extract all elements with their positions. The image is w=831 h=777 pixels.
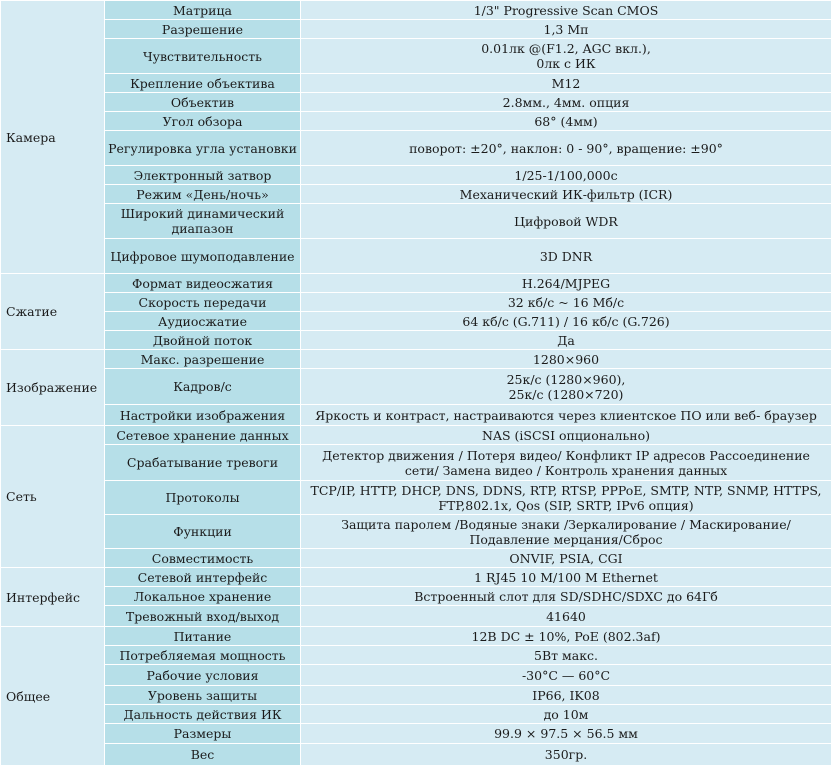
- parameter-name: Цифровое шумоподавление: [105, 239, 301, 274]
- parameter-value: 1280×960: [301, 350, 831, 369]
- table-row: [1, 665, 831, 686]
- group-label: Интерфейс: [1, 568, 105, 627]
- parameter-name: Угол обзора: [105, 112, 301, 131]
- table-row: [1, 350, 831, 369]
- group-label: Сжатие: [1, 274, 105, 350]
- parameter-value: до 10м: [301, 705, 831, 724]
- table-row: [1, 606, 831, 627]
- parameter-name: Формат видеосжатия: [105, 274, 301, 293]
- parameter-name: Разрешение: [105, 20, 301, 39]
- table-row: [1, 646, 831, 665]
- parameter-value: IP66, IK08: [301, 686, 831, 705]
- table-row: [1, 293, 831, 312]
- specifications-table-body: [1, 1, 831, 766]
- parameter-value: TCP/IP, HTTP, DHCP, DNS, DDNS, RTP, RTSP, PPPoE, SMTP, NTP, SNMP, HTTPS, FTP,802.1x, Qos (SIP, SRTP, IPv6 опция): [301, 481, 831, 515]
- group-label: Камера: [1, 1, 105, 274]
- parameter-name: Размеры: [105, 724, 301, 744]
- parameter-name: Матрица: [105, 1, 301, 20]
- parameter-name: Сетевое хранение данных: [105, 426, 301, 445]
- table-row: [1, 1, 831, 20]
- table-row: [1, 331, 831, 350]
- parameter-name: Функции: [105, 515, 301, 549]
- parameter-value: 64 кб/с (G.711) / 16 кб/с (G.726): [301, 312, 831, 331]
- parameter-name: Дальность действия ИК: [105, 705, 301, 724]
- parameter-name: Локальное хранение: [105, 587, 301, 606]
- table-row: [1, 312, 831, 331]
- parameter-value: -30°C — 60°C: [301, 665, 831, 686]
- table-row: [1, 515, 831, 549]
- table-row: [1, 131, 831, 166]
- parameter-value: 1 RJ45 10 M/100 M Ethernet: [301, 568, 831, 587]
- parameter-value: 3D DNR: [301, 239, 831, 274]
- parameter-value: Яркость и контраст, настраиваются через клиентское ПО или веб- браузер: [301, 405, 831, 426]
- group-label: Сеть: [1, 426, 105, 568]
- parameter-value: 0.01лк @(F1.2, AGC вкл.), 0лк с ИК: [301, 39, 831, 74]
- parameter-name: Протоколы: [105, 481, 301, 515]
- table-row: [1, 239, 831, 274]
- parameter-value: NAS (iSCSI опционально): [301, 426, 831, 445]
- parameter-name: Крепление объектива: [105, 74, 301, 93]
- parameter-name: Вес: [105, 744, 301, 766]
- table-row: [1, 587, 831, 606]
- table-row: [1, 166, 831, 185]
- parameter-name: Срабатывание тревоги: [105, 445, 301, 481]
- parameter-value: Да: [301, 331, 831, 350]
- table-row: [1, 627, 831, 646]
- table-row: [1, 744, 831, 766]
- table-row: [1, 426, 831, 445]
- parameter-value: поворот: ±20°, наклон: 0 - 90°, вращение: ±90°: [301, 131, 831, 166]
- parameter-value: Цифровой WDR: [301, 204, 831, 239]
- parameter-name: Широкий динамический диапазон: [105, 204, 301, 239]
- table-row: [1, 705, 831, 724]
- group-label: Общее: [1, 627, 105, 766]
- parameter-name: Настройки изображения: [105, 405, 301, 426]
- group-label: Изображение: [1, 350, 105, 426]
- parameter-value: Встроенный слот для SD/SDHC/SDXC до 64Гб: [301, 587, 831, 606]
- parameter-name: Электронный затвор: [105, 166, 301, 185]
- table-row: [1, 112, 831, 131]
- parameter-name: Уровень защиты: [105, 686, 301, 705]
- parameter-value: 5Вт макс.: [301, 646, 831, 665]
- parameter-value: 12В DC ± 10%, PoE (802.3af): [301, 627, 831, 646]
- parameter-value: 41640: [301, 606, 831, 627]
- parameter-name: Макс. разрешение: [105, 350, 301, 369]
- table-row: [1, 204, 831, 239]
- parameter-value: 2.8мм., 4мм. опция: [301, 93, 831, 112]
- parameter-value: ONVIF, PSIA, CGI: [301, 549, 831, 568]
- parameter-value: 350гр.: [301, 744, 831, 766]
- parameter-value: 1,3 Мп: [301, 20, 831, 39]
- table-row: [1, 274, 831, 293]
- parameter-value: Защита паролем /Водяные знаки /Зеркалирование / Маскирование/ Подавление мерцания/Сброс: [301, 515, 831, 549]
- parameter-name: Потребляемая мощность: [105, 646, 301, 665]
- table-row: [1, 481, 831, 515]
- parameter-name: Тревожный вход/выход: [105, 606, 301, 627]
- parameter-name: Рабочие условия: [105, 665, 301, 686]
- parameter-name: Питание: [105, 627, 301, 646]
- table-row: [1, 39, 831, 74]
- parameter-value: Детектор движения / Потеря видео/ Конфликт IP адресов Рассоединение сети/ Замена видео / Контроль хранения данных: [301, 445, 831, 481]
- table-row: [1, 93, 831, 112]
- table-row: [1, 686, 831, 705]
- table-row: [1, 405, 831, 426]
- parameter-name: Режим «День/ночь»: [105, 185, 301, 204]
- parameter-name: Объектив: [105, 93, 301, 112]
- parameter-value: 1/25-1/100,000с: [301, 166, 831, 185]
- parameter-value: 68° (4мм): [301, 112, 831, 131]
- parameter-name: Кадров/с: [105, 369, 301, 405]
- parameter-name: Двойной поток: [105, 331, 301, 350]
- parameter-name: Регулировка угла установки: [105, 131, 301, 166]
- parameter-value: M12: [301, 74, 831, 93]
- table-row: [1, 568, 831, 587]
- parameter-name: Скорость передачи: [105, 293, 301, 312]
- parameter-name: Чувствительность: [105, 39, 301, 74]
- parameter-name: Сетевой интерфейс: [105, 568, 301, 587]
- table-row: [1, 445, 831, 481]
- parameter-value: 25к/с (1280×960), 25к/с (1280×720): [301, 369, 831, 405]
- parameter-value: 1/3" Progressive Scan CMOS: [301, 1, 831, 20]
- parameter-value: 99.9 × 97.5 × 56.5 мм: [301, 724, 831, 744]
- table-row: [1, 185, 831, 204]
- table-row: [1, 724, 831, 744]
- table-row: [1, 74, 831, 93]
- parameter-name: Совместимость: [105, 549, 301, 568]
- parameter-value: 32 кб/с ~ 16 Мб/с: [301, 293, 831, 312]
- table-row: [1, 369, 831, 405]
- table-row: [1, 549, 831, 568]
- table-row: [1, 20, 831, 39]
- parameter-value: H.264/MJPEG: [301, 274, 831, 293]
- parameter-name: Аудиосжатие: [105, 312, 301, 331]
- parameter-value: Механический ИК-фильтр (ICR): [301, 185, 831, 204]
